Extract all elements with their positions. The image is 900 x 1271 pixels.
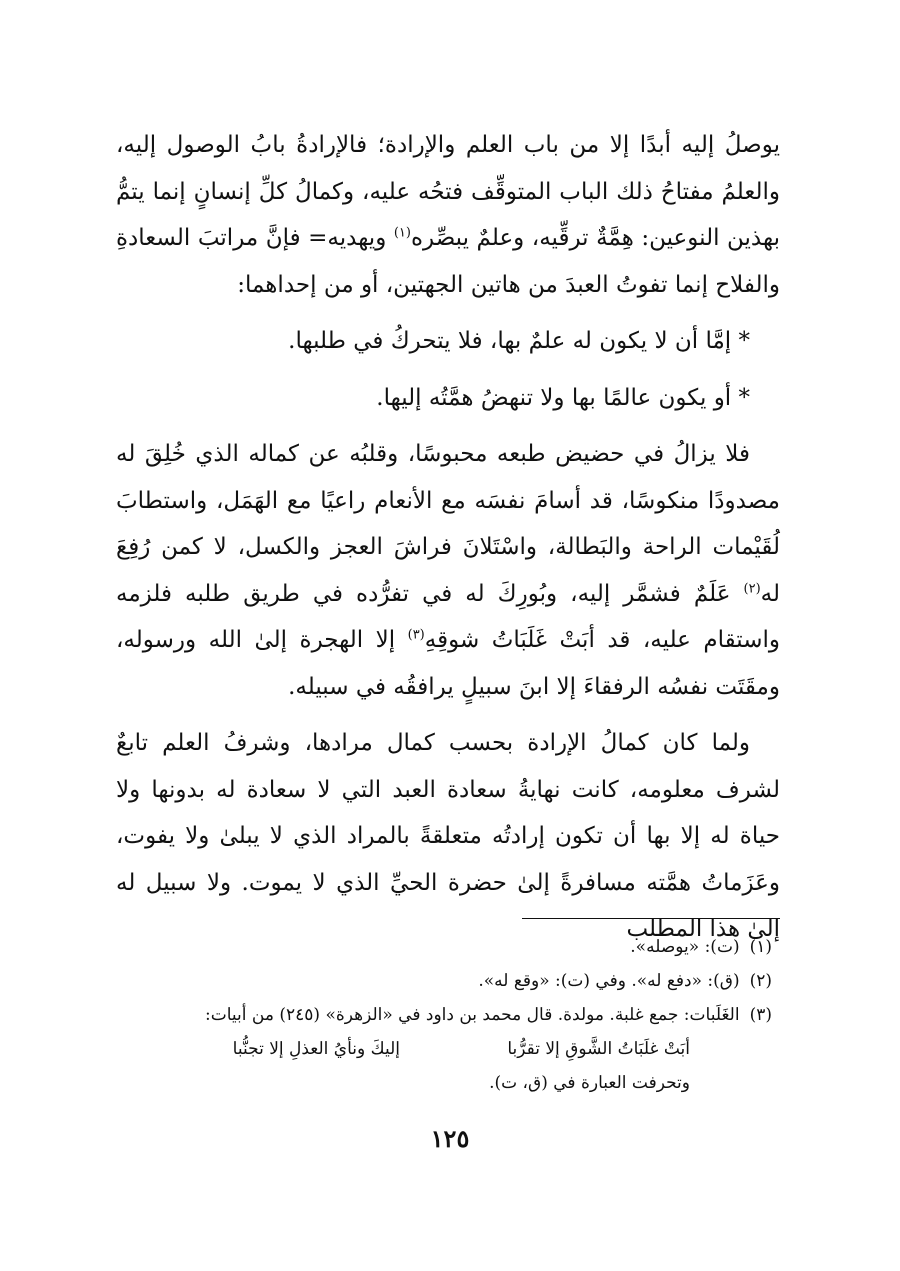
footnote-ref[interactable]: (٣) [407,627,425,643]
footnote [112,932,772,962]
footnote-number: (٣) [749,1005,772,1025]
footnote-separator [522,918,780,919]
footnote-text: (ق): «دفع له». وفي (ت): «وقع له». [478,971,740,991]
paragraph: يوصلُ إليه أبدًا إلا من باب العلم والإرادة؛ فالإرادةُ بابُ الوصول إليه، والعلمُ مفتاحُ ذلك الباب المتوقِّف فتحُه عليه، وكمالُ كلِّ إنسانٍ إنما يتمُّ بهذين النوعين: هِمَّةٌ ترقِّيه، وعلمٌ يبصِّره$^{(١)}$ ويهديه= فإنَّ مراتبَ السعادةِ والفلاح إنما تفوتُ العبدَ من هاتين الجهتين، أو من إحداهما: [116,132,780,298]
main-text [116,122,780,953]
footnote-number: (٢) [749,971,772,991]
paragraph: فلا يزالُ في حضيض طبعه محبوسًا، وقلبُه عن كماله الذي خُلِقَ له مصدودًا منكوسًا، قد أسامَ نفسَه مع الأنعام راعيًا مع الهَمَل، واستطابَ لُقَيْمات الراحة والبَطالة، واسْتَلانَ فراشَ العجز والكسل، لا كمن رُفِعَ له$^{(٢)}$ عَلَمٌ فشمَّر إليه، وبُورِكَ له في تفرُّده في طريق طلبه فلزمه واستقام عليه، قد أبَتْ غَلَبَاتُ شوقِهِ$^{(٣)}$ إلا الهجرة إلىٰ الله ورسوله، ومقَتَت نفسُه الرفقاءَ إلا ابنَ سبيلٍ يرافقُه في سبيله. [116,441,781,700]
footnote [112,966,772,996]
footnotes [112,932,772,1098]
bullet-symbol: * [738,328,750,354]
footnote-ref[interactable]: (١) [393,225,411,241]
bullet-item: * إمَّا أن لا يكون له علمٌ بها، فلا يتحركُ في طلبها. [288,328,750,354]
page-number: ١٢٥ [430,1124,470,1153]
bullet-symbol: * [738,384,750,411]
verse-second-hemistich: إليكَ ونأيُ العذلِ إلا تجنُّبا [232,1039,400,1059]
paragraph: ولما كان كمالُ الإرادة بحسب كمال مرادها، وشرفُ العلم تابعٌ لشرف معلومه، كانت نهايةُ سعادة العبد التي لا سعادة له بدونها ولا حياة له إلا بها أن تكون إرادتُه متعلقةً بالمراد الذي لا يبلىٰ ولا يفوت، وعَزَماتُ همَّته مسافرةً إلىٰ حضرة الحيِّ الذي لا يموت. ولا سبيل له إلىٰ هذا المطلب [116,730,780,942]
footnote-continuation: وتحرفت العبارة في (ق، ت). [489,1073,690,1093]
poetry-verse [112,1034,772,1064]
bullet-item: * أو يكون عالمًا بها ولا تنهضُ همَّتُه إليها. [376,384,750,411]
footnote-ref[interactable]: (٢) [743,580,761,596]
footnote-text: (ت): «يوصله». [630,937,740,957]
verse-first-hemistich: أبَتْ غلَبَاتُ الشَّوقِ إلا تقرُّبا [507,1039,690,1059]
footnote-number: (١) [749,937,772,957]
footnote-text: الغَلَبات: جمع غلبة. مولدة. قال محمد بن داود في «الزهرة» (٢٤٥) من أبيات: [205,1005,740,1025]
footnote [112,1000,772,1030]
